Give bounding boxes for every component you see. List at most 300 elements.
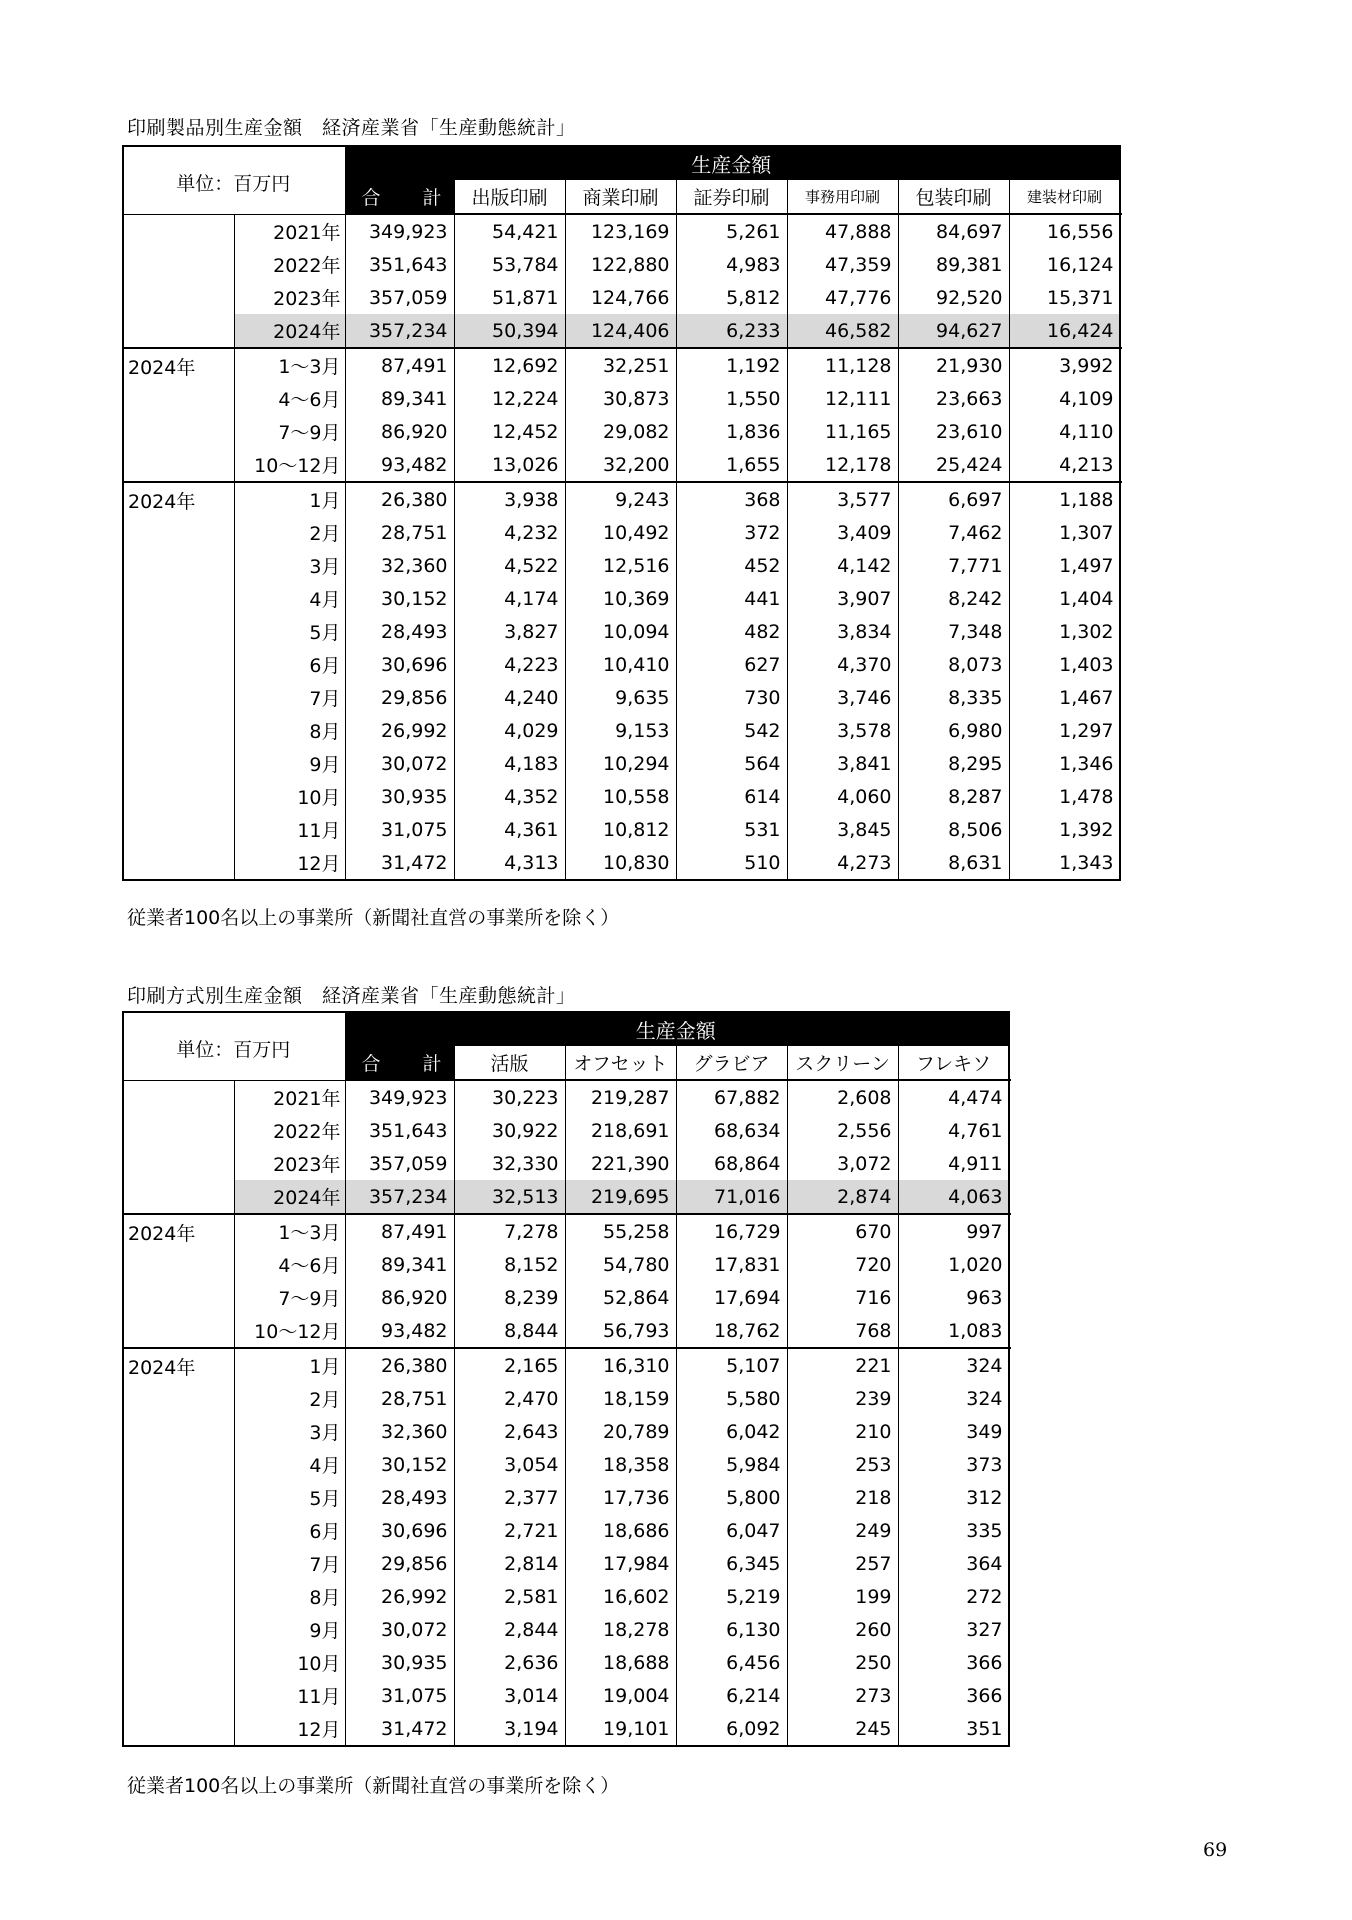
value-cell: 6,233	[676, 314, 787, 348]
column-header: 包装印刷	[898, 180, 1009, 214]
value-cell: 19,101	[565, 1712, 676, 1746]
value-cell: 221,390	[565, 1147, 676, 1180]
table2-note: 従業者100名以上の事業所（新聞社直営の事業所を除く）	[127, 1775, 620, 1797]
total-cell: 31,075	[345, 813, 454, 846]
value-cell: 10,558	[565, 780, 676, 813]
value-cell: 51,871	[454, 281, 565, 314]
total-cell: 89,341	[345, 1248, 454, 1281]
value-cell: 8,631	[898, 846, 1009, 880]
value-cell: 71,016	[676, 1180, 787, 1214]
value-cell: 46,582	[787, 314, 898, 348]
row-label: 4～6月	[234, 1248, 345, 1281]
value-cell: 4,142	[787, 549, 898, 582]
column-header: オフセット	[565, 1046, 676, 1080]
row-label: 12月	[234, 846, 345, 880]
value-cell: 351	[898, 1712, 1009, 1746]
total-cell: 28,493	[345, 1481, 454, 1514]
row-label: 2023年	[234, 281, 345, 314]
row-label: 10月	[234, 1646, 345, 1679]
value-cell: 1,083	[898, 1314, 1009, 1348]
value-cell: 94,627	[898, 314, 1009, 348]
total-cell: 351,643	[345, 248, 454, 281]
value-cell: 3,409	[787, 516, 898, 549]
header-band: 生産金額	[345, 1012, 1009, 1046]
value-cell: 47,888	[787, 214, 898, 248]
value-cell: 18,159	[565, 1382, 676, 1415]
row-label: 2月	[234, 1382, 345, 1415]
column-header-total	[345, 180, 454, 214]
value-cell: 1,307	[1009, 516, 1120, 549]
value-cell: 67,882	[676, 1080, 787, 1114]
value-cell: 5,580	[676, 1382, 787, 1415]
value-cell: 4,109	[1009, 382, 1120, 415]
row-label: 11月	[234, 1679, 345, 1712]
total-cell: 30,935	[345, 1646, 454, 1679]
table-row	[123, 1547, 1009, 1580]
value-cell: 730	[676, 681, 787, 714]
value-cell: 10,812	[565, 813, 676, 846]
table-row	[123, 516, 1120, 549]
value-cell: 218,691	[565, 1114, 676, 1147]
row-label: 7～9月	[234, 1281, 345, 1314]
table-row	[123, 415, 1120, 448]
table-row	[123, 648, 1120, 681]
value-cell: 7,348	[898, 615, 1009, 648]
value-cell: 4,273	[787, 846, 898, 880]
value-cell: 56,793	[565, 1314, 676, 1348]
total-cell: 93,482	[345, 1314, 454, 1348]
value-cell: 324	[898, 1382, 1009, 1415]
value-cell: 68,864	[676, 1147, 787, 1180]
value-cell: 4,029	[454, 714, 565, 747]
value-cell: 10,094	[565, 615, 676, 648]
value-cell: 199	[787, 1580, 898, 1613]
value-cell: 3,194	[454, 1712, 565, 1746]
value-cell: 7,278	[454, 1214, 565, 1248]
table-row	[123, 1415, 1009, 1448]
table-row	[123, 482, 1120, 516]
table-row	[123, 1248, 1009, 1281]
value-cell: 52,864	[565, 1281, 676, 1314]
page-number: 69	[1203, 1839, 1228, 1861]
value-cell: 2,844	[454, 1613, 565, 1646]
value-cell: 124,766	[565, 281, 676, 314]
row-label: 5月	[234, 1481, 345, 1514]
total-cell: 30,152	[345, 1448, 454, 1481]
value-cell: 997	[898, 1214, 1009, 1248]
value-cell: 23,663	[898, 382, 1009, 415]
table-row	[123, 1080, 1009, 1114]
value-cell: 9,153	[565, 714, 676, 747]
row-label: 2024年	[234, 1180, 345, 1214]
value-cell: 3,992	[1009, 348, 1120, 382]
row-label: 12月	[234, 1712, 345, 1746]
unit-label: 単位：百万円	[123, 1012, 345, 1080]
value-cell: 15,371	[1009, 281, 1120, 314]
column-header: 商業印刷	[565, 180, 676, 214]
column-header: 証券印刷	[676, 180, 787, 214]
total-cell: 89,341	[345, 382, 454, 415]
value-cell: 21,930	[898, 348, 1009, 382]
total-cell: 357,234	[345, 1180, 454, 1214]
value-cell: 5,984	[676, 1448, 787, 1481]
value-cell: 1,655	[676, 448, 787, 482]
value-cell: 18,278	[565, 1613, 676, 1646]
value-cell: 368	[676, 482, 787, 516]
total-cell: 357,234	[345, 314, 454, 348]
value-cell: 53,784	[454, 248, 565, 281]
table-row	[123, 1580, 1009, 1613]
group-year-label: 2024年	[123, 348, 234, 482]
value-cell: 257	[787, 1547, 898, 1580]
value-cell: 32,200	[565, 448, 676, 482]
value-cell: 768	[787, 1314, 898, 1348]
value-cell: 17,736	[565, 1481, 676, 1514]
value-cell: 5,812	[676, 281, 787, 314]
value-cell: 1,343	[1009, 846, 1120, 880]
table-row	[123, 1382, 1009, 1415]
table-row	[123, 747, 1120, 780]
value-cell: 6,214	[676, 1679, 787, 1712]
value-cell: 324	[898, 1348, 1009, 1382]
value-cell: 3,578	[787, 714, 898, 747]
value-cell: 32,330	[454, 1147, 565, 1180]
table-row	[123, 813, 1120, 846]
table-row	[123, 615, 1120, 648]
total-cell: 31,472	[345, 1712, 454, 1746]
value-cell: 364	[898, 1547, 1009, 1580]
value-cell: 372	[676, 516, 787, 549]
total-cell: 28,493	[345, 615, 454, 648]
value-cell: 2,874	[787, 1180, 898, 1214]
table2-title: 印刷方式別生産金額 経済産業省「生産動態統計」	[127, 985, 576, 1007]
value-cell: 7,462	[898, 516, 1009, 549]
row-label: 2021年	[234, 214, 345, 248]
total-cell: 32,360	[345, 549, 454, 582]
column-header: 活版	[454, 1046, 565, 1080]
value-cell: 218	[787, 1481, 898, 1514]
value-cell: 30,922	[454, 1114, 565, 1147]
value-cell: 4,352	[454, 780, 565, 813]
value-cell: 441	[676, 582, 787, 615]
value-cell: 17,831	[676, 1248, 787, 1281]
value-cell: 8,242	[898, 582, 1009, 615]
total-label-second: 計	[422, 1053, 442, 1075]
value-cell: 4,761	[898, 1114, 1009, 1147]
product-production-table	[122, 145, 1121, 881]
row-label: 2022年	[234, 1114, 345, 1147]
row-label: 5月	[234, 615, 345, 648]
table-row	[123, 549, 1120, 582]
value-cell: 8,844	[454, 1314, 565, 1348]
table-row	[123, 1712, 1009, 1746]
row-label: 2024年	[234, 314, 345, 348]
total-cell: 30,696	[345, 1514, 454, 1547]
row-label: 1～3月	[234, 348, 345, 382]
value-cell: 564	[676, 747, 787, 780]
total-cell: 30,696	[345, 648, 454, 681]
value-cell: 16,729	[676, 1214, 787, 1248]
value-cell: 1,188	[1009, 482, 1120, 516]
value-cell: 221	[787, 1348, 898, 1382]
value-cell: 7,771	[898, 549, 1009, 582]
value-cell: 260	[787, 1613, 898, 1646]
value-cell: 373	[898, 1448, 1009, 1481]
table-row	[123, 1281, 1009, 1314]
total-cell: 349,923	[345, 214, 454, 248]
row-label: 2021年	[234, 1080, 345, 1114]
value-cell: 4,213	[1009, 448, 1120, 482]
value-cell: 4,313	[454, 846, 565, 880]
row-label: 6月	[234, 648, 345, 681]
value-cell: 54,780	[565, 1248, 676, 1281]
table-row	[123, 214, 1120, 248]
value-cell: 23,610	[898, 415, 1009, 448]
value-cell: 20,789	[565, 1415, 676, 1448]
value-cell: 249	[787, 1514, 898, 1547]
table-row	[123, 1448, 1009, 1481]
table-row	[123, 1613, 1009, 1646]
value-cell: 4,063	[898, 1180, 1009, 1214]
table-row	[123, 1114, 1009, 1147]
table-row	[123, 1180, 1009, 1214]
value-cell: 8,152	[454, 1248, 565, 1281]
value-cell: 6,047	[676, 1514, 787, 1547]
value-cell: 68,634	[676, 1114, 787, 1147]
row-label: 2022年	[234, 248, 345, 281]
value-cell: 1,297	[1009, 714, 1120, 747]
value-cell: 8,295	[898, 747, 1009, 780]
row-label: 4月	[234, 1448, 345, 1481]
value-cell: 2,721	[454, 1514, 565, 1547]
table-row	[123, 448, 1120, 482]
value-cell: 250	[787, 1646, 898, 1679]
value-cell: 4,240	[454, 681, 565, 714]
value-cell: 16,602	[565, 1580, 676, 1613]
value-cell: 10,294	[565, 747, 676, 780]
value-cell: 3,841	[787, 747, 898, 780]
value-cell: 6,042	[676, 1415, 787, 1448]
value-cell: 1,403	[1009, 648, 1120, 681]
value-cell: 4,474	[898, 1080, 1009, 1114]
value-cell: 542	[676, 714, 787, 747]
method-production-table	[122, 1011, 1010, 1747]
row-label: 3月	[234, 549, 345, 582]
row-label: 9月	[234, 747, 345, 780]
value-cell: 47,359	[787, 248, 898, 281]
value-cell: 124,406	[565, 314, 676, 348]
total-cell: 86,920	[345, 415, 454, 448]
value-cell: 312	[898, 1481, 1009, 1514]
value-cell: 1,346	[1009, 747, 1120, 780]
value-cell: 219,695	[565, 1180, 676, 1214]
value-cell: 123,169	[565, 214, 676, 248]
value-cell: 30,223	[454, 1080, 565, 1114]
value-cell: 327	[898, 1613, 1009, 1646]
value-cell: 8,239	[454, 1281, 565, 1314]
value-cell: 335	[898, 1514, 1009, 1547]
table-row	[123, 1147, 1009, 1180]
row-label: 6月	[234, 1514, 345, 1547]
value-cell: 3,054	[454, 1448, 565, 1481]
value-cell: 10,492	[565, 516, 676, 549]
value-cell: 10,369	[565, 582, 676, 615]
value-cell: 4,522	[454, 549, 565, 582]
group-year-label: 2024年	[123, 1348, 234, 1746]
value-cell: 3,938	[454, 482, 565, 516]
value-cell: 2,814	[454, 1547, 565, 1580]
table-row	[123, 1314, 1009, 1348]
table1-note: 従業者100名以上の事業所（新聞社直営の事業所を除く）	[127, 907, 620, 929]
value-cell: 8,335	[898, 681, 1009, 714]
value-cell: 8,287	[898, 780, 1009, 813]
value-cell: 16,124	[1009, 248, 1120, 281]
total-cell: 349,923	[345, 1080, 454, 1114]
value-cell: 2,636	[454, 1646, 565, 1679]
value-cell: 12,692	[454, 348, 565, 382]
group-year-label: 2024年	[123, 482, 234, 880]
total-cell: 31,472	[345, 846, 454, 880]
table-row	[123, 681, 1120, 714]
row-label: 3月	[234, 1415, 345, 1448]
table-row	[123, 582, 1120, 615]
table-row	[123, 348, 1120, 382]
total-cell: 31,075	[345, 1679, 454, 1712]
value-cell: 89,381	[898, 248, 1009, 281]
value-cell: 2,581	[454, 1580, 565, 1613]
value-cell: 12,452	[454, 415, 565, 448]
header-band: 生産金額	[345, 146, 1120, 180]
value-cell: 6,697	[898, 482, 1009, 516]
column-header: 出版印刷	[454, 180, 565, 214]
value-cell: 6,980	[898, 714, 1009, 747]
value-cell: 32,513	[454, 1180, 565, 1214]
value-cell: 12,224	[454, 382, 565, 415]
value-cell: 32,251	[565, 348, 676, 382]
value-cell: 17,694	[676, 1281, 787, 1314]
total-label-first: 合	[361, 187, 381, 209]
table-row	[123, 714, 1120, 747]
total-cell: 357,059	[345, 281, 454, 314]
table-row	[123, 1646, 1009, 1679]
value-cell: 963	[898, 1281, 1009, 1314]
value-cell: 670	[787, 1214, 898, 1248]
row-label: 7月	[234, 681, 345, 714]
value-cell: 349	[898, 1415, 1009, 1448]
value-cell: 272	[898, 1580, 1009, 1613]
value-cell: 16,424	[1009, 314, 1120, 348]
value-cell: 4,183	[454, 747, 565, 780]
value-cell: 84,697	[898, 214, 1009, 248]
value-cell: 12,111	[787, 382, 898, 415]
total-cell: 87,491	[345, 1214, 454, 1248]
value-cell: 1,192	[676, 348, 787, 382]
total-cell: 30,152	[345, 582, 454, 615]
value-cell: 6,345	[676, 1547, 787, 1580]
total-cell: 29,856	[345, 1547, 454, 1580]
table-row	[123, 314, 1120, 348]
table-row	[123, 248, 1120, 281]
value-cell: 531	[676, 813, 787, 846]
value-cell: 3,834	[787, 615, 898, 648]
value-cell: 8,073	[898, 648, 1009, 681]
value-cell: 510	[676, 846, 787, 880]
row-label: 9月	[234, 1613, 345, 1646]
value-cell: 210	[787, 1415, 898, 1448]
value-cell: 6,456	[676, 1646, 787, 1679]
value-cell: 18,686	[565, 1514, 676, 1547]
value-cell: 273	[787, 1679, 898, 1712]
total-cell: 29,856	[345, 681, 454, 714]
unit-label: 単位：百万円	[123, 146, 345, 214]
row-label: 11月	[234, 813, 345, 846]
value-cell: 219,287	[565, 1080, 676, 1114]
total-cell: 26,992	[345, 1580, 454, 1613]
value-cell: 3,072	[787, 1147, 898, 1180]
row-label: 1～3月	[234, 1214, 345, 1248]
value-cell: 12,178	[787, 448, 898, 482]
value-cell: 716	[787, 1281, 898, 1314]
value-cell: 6,092	[676, 1712, 787, 1746]
total-cell: 28,751	[345, 1382, 454, 1415]
row-label: 4～6月	[234, 382, 345, 415]
value-cell: 11,165	[787, 415, 898, 448]
total-label-second: 計	[422, 187, 442, 209]
value-cell: 17,984	[565, 1547, 676, 1580]
row-label: 4月	[234, 582, 345, 615]
total-cell: 28,751	[345, 516, 454, 549]
column-header: フレキソ	[898, 1046, 1009, 1080]
value-cell: 2,377	[454, 1481, 565, 1514]
table-row	[123, 281, 1120, 314]
value-cell: 19,004	[565, 1679, 676, 1712]
table1-title: 印刷製品別生産金額 経済産業省「生産動態統計」	[127, 117, 576, 139]
value-cell: 9,243	[565, 482, 676, 516]
value-cell: 253	[787, 1448, 898, 1481]
value-cell: 4,361	[454, 813, 565, 846]
value-cell: 3,577	[787, 482, 898, 516]
value-cell: 3,746	[787, 681, 898, 714]
value-cell: 1,467	[1009, 681, 1120, 714]
value-cell: 4,174	[454, 582, 565, 615]
value-cell: 18,762	[676, 1314, 787, 1348]
value-cell: 122,880	[565, 248, 676, 281]
value-cell: 4,911	[898, 1147, 1009, 1180]
total-cell: 26,992	[345, 714, 454, 747]
row-label: 8月	[234, 1580, 345, 1613]
value-cell: 366	[898, 1646, 1009, 1679]
value-cell: 12,516	[565, 549, 676, 582]
table-row	[123, 1481, 1009, 1514]
value-cell: 2,165	[454, 1348, 565, 1382]
table-row	[123, 1514, 1009, 1547]
total-cell: 93,482	[345, 448, 454, 482]
row-label: 7月	[234, 1547, 345, 1580]
value-cell: 92,520	[898, 281, 1009, 314]
value-cell: 452	[676, 549, 787, 582]
value-cell: 50,394	[454, 314, 565, 348]
value-cell: 4,370	[787, 648, 898, 681]
value-cell: 1,302	[1009, 615, 1120, 648]
value-cell: 4,060	[787, 780, 898, 813]
value-cell: 614	[676, 780, 787, 813]
group-year-label	[123, 1080, 234, 1214]
row-label: 2月	[234, 516, 345, 549]
value-cell: 245	[787, 1712, 898, 1746]
total-cell: 30,935	[345, 780, 454, 813]
value-cell: 5,800	[676, 1481, 787, 1514]
value-cell: 3,845	[787, 813, 898, 846]
